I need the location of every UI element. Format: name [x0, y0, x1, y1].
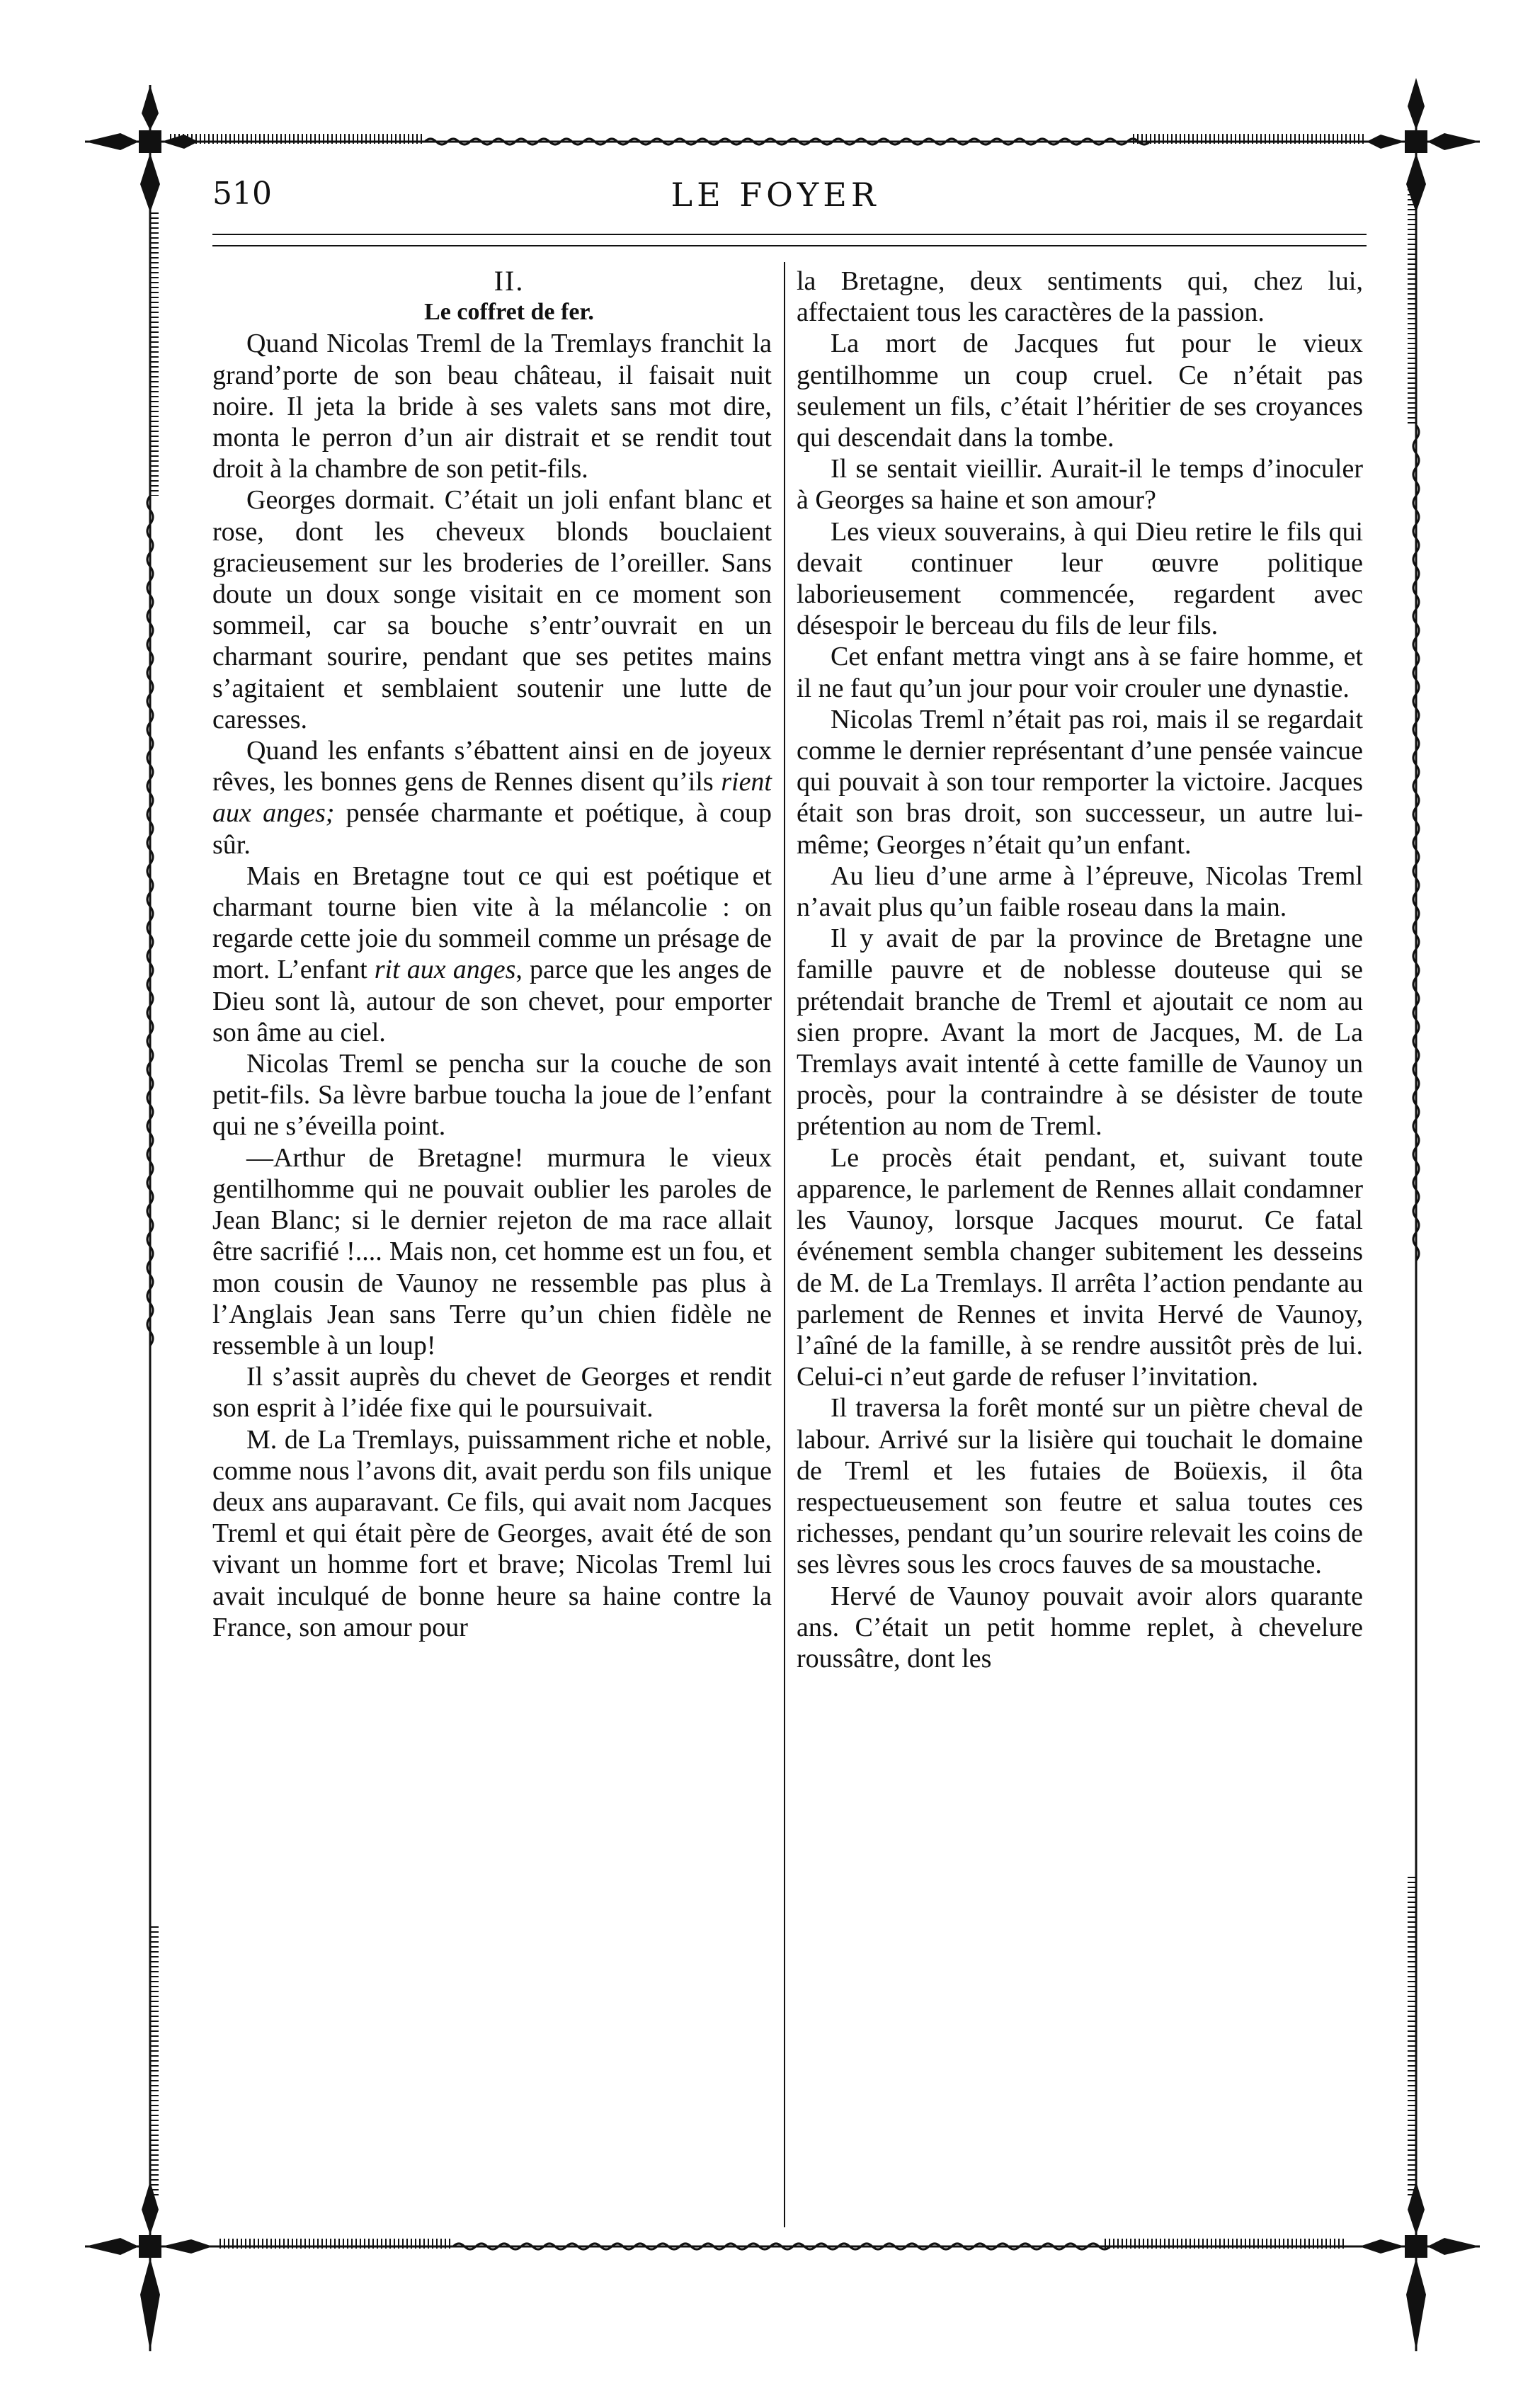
paragraph-text: Cet enfant mettra vingt ans à se faire homme, et il ne faut qu’un jour pour voir crouler une dynastie.	[797, 642, 1363, 703]
paragraph-text: Il s’assit auprès du chevet de Georges et rendit son esprit à l’idée fixe qui le poursuivait.	[212, 1362, 772, 1424]
paragraph	[797, 328, 1363, 453]
corner-ornament-top-right	[1367, 78, 1480, 212]
paragraph	[212, 860, 772, 1048]
paragraph	[212, 1048, 772, 1142]
running-header	[212, 176, 1338, 225]
left-column	[212, 266, 772, 1643]
header-rule	[212, 234, 1367, 246]
paragraph	[797, 516, 1363, 642]
paragraph-text: Quand Nicolas Treml de la Tremlays franchit la grand’porte de son beau château, il faisait nuit noire. Il jeta la bride à ses valets sans mot dire, monta le perron d’un air distrait et se rendit tout droit à la chambre de son petit-fils.	[212, 329, 772, 484]
paragraph	[212, 484, 772, 735]
paragraph-text: , parce que les anges de Dieu sont là, autour de son chevet, pour emporter son âme au ciel.	[212, 955, 772, 1047]
paragraph-text: Au lieu d’une arme à l’épreuve, Nicolas Treml n’avait plus qu’un faible roseau dans la main.	[797, 860, 1363, 923]
corner-ornament-bottom-left	[85, 2181, 212, 2351]
right-column-body	[797, 266, 1363, 1674]
paragraph-text: —Arthur de Bretagne! murmura le vieux gentilhomme qui ne pouvait oublier les paroles de Jean Blanc; si le dernier rejeton de ma race allait être sacrifié !.... Mais non, cet homme est un fou, et mon cousin de Vaunoy ne ressemble pas plus à l’Anglais Jean sans Terre qu’un chien fidèle ne ressemble à un loup!	[212, 1142, 772, 1360]
paragraph	[212, 735, 772, 860]
paragraph	[797, 1581, 1363, 1675]
paragraph	[212, 328, 772, 484]
paragraph-text: Hervé de Vaunoy pouvait avoir alors quarante ans. C’était un petit homme replet, à chevelure roussâtre, dont les	[797, 1581, 1363, 1674]
section-title: Le coffret de fer.	[424, 299, 594, 326]
left-column-body	[212, 328, 772, 1643]
paragraph-text: M. de La Tremlays, puissamment riche et noble, comme nous l’avons dit, avait perdu son fils unique deux ans auparavant. Ce fils, qui avait nom Jacques Treml et qui était père de Georges, avait été de son vivant un homme fort et brave; Nicolas Treml lui avait inculqué de bonne heure sa haine contre la France, son amour pour	[212, 1424, 772, 1642]
paragraph	[212, 1361, 772, 1424]
paragraph-text: la Bretagne, deux sentiments qui, chez lui, affectaient tous les caractères de la passion.	[797, 266, 1363, 328]
paragraph-text: Nicolas Treml se pencha sur la couche de son petit-fils. Sa lèvre barbue toucha la joue de l’enfant qui ne s’éveilla point.	[212, 1049, 772, 1142]
corner-ornament-bottom-right	[1359, 2181, 1480, 2351]
running-title: LE FOYER	[671, 176, 880, 214]
column-divider	[784, 262, 785, 2227]
section-number: II.	[494, 265, 525, 297]
paragraph	[797, 1392, 1363, 1580]
corner-ornament-top-left	[85, 85, 198, 212]
paragraph-text: Les vieux souverains, à qui Dieu retire le fils qui devait continuer leur œuvre politique laborieusement commencée, regardent avec désespoir le berceau du fils de leur fils.	[797, 516, 1363, 641]
paragraph	[797, 641, 1363, 703]
paragraph	[797, 453, 1363, 516]
paragraph	[797, 266, 1363, 328]
italic-text: rit aux anges	[374, 955, 516, 985]
paragraph	[212, 1424, 772, 1643]
paragraph-text: Il y avait de par la province de Bretagne une famille pauvre et de noblesse douteuse qui se prétendait branche de Treml et ajoutait ce nom au sien propre. Avant la mort de Jacques, M. de La Tremlays avait intenté à cette famille de Vaunoy un procès, pour la contraindre à se désister de toute prétention au nom de Treml.	[797, 924, 1363, 1142]
paragraph-text: Il traversa la forêt monté sur un piètre cheval de labour. Arrivé sur la lisière qui touchait le domaine de Treml et les futaies de Boüexis, il ôta respectueusement son feutre et salua toutes ces richesses, pendant qu’un sourire relevait les coins de ses lèvres sous les crocs fauves de sa moustache.	[797, 1393, 1363, 1580]
paragraph-text: pensée charmante et poétique, à coup sûr.	[212, 798, 772, 860]
paragraph-text: Mais en Bretagne tout ce qui est poétique et charmant tourne bien vite à la mélancolie : on regarde cette joie du sommeil comme un présage de mort. L’enfant	[212, 860, 772, 985]
paragraph-text: La mort de Jacques fut pour le vieux gentilhomme un coup cruel. Ce n’était pas seulement un fils, c’était l’héritier de ses croyances qui descendait dans la tombe.	[797, 329, 1363, 453]
page-number: 510	[212, 176, 272, 212]
paragraph-text: Georges dormait. C’était un joli enfant blanc et rose, dont les cheveux blonds bouclaient gracieusement sur les broderies de l’oreiller. Sans doute un doux songe visitait en ce moment son sommeil, car sa bouche s’entr’ouvrait en un charmant sourire, pendant que ses petites mains s’agitaient et semblaient soutenir une lutte de caresses.	[212, 485, 772, 734]
paragraph	[797, 923, 1363, 1142]
paragraph-text: Le procès était pendant, et, suivant toute apparence, le parlement de Rennes allait condamner les Vaunoy, lorsque Jacques mourut. Ce fatal événement sembla changer subitement les desseins de M. de La Tremlays. Il arrêta l’action pendante au parlement de Rennes et invita Hervé de Vaunoy, l’aîné de la famille, à se rendre aussitôt près de lui. Celui-ci n’eut garde de refuser l’invitation.	[797, 1142, 1363, 1392]
paragraph	[797, 1142, 1363, 1393]
paragraph-text: Il se sentait vieillir. Aurait-il le temps d’inoculer à Georges sa haine et son amour?	[797, 454, 1363, 516]
right-column	[797, 266, 1363, 1674]
paragraph	[797, 704, 1363, 860]
paragraph-text: Nicolas Treml n’était pas roi, mais il se regardait comme le dernier représentant d’une pensée vaincue qui pouvait à son tour remporter la victoire. Jacques était son bras droit, son successeur, un autre lui-même; Georges n’était qu’un enfant.	[797, 704, 1363, 860]
paragraph	[797, 860, 1363, 923]
paragraph-text: Quand les enfants s’ébattent ainsi en de joyeux rêves, les bonnes gens de Rennes disent qu’ils	[212, 736, 772, 797]
paragraph	[212, 1142, 772, 1361]
italic-text: rient aux anges;	[212, 767, 772, 829]
